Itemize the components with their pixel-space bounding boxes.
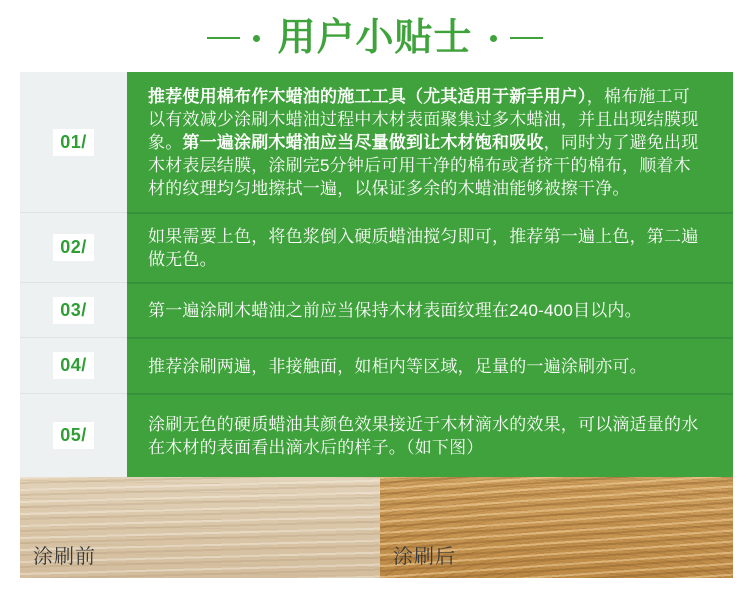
tip-number-cell bbox=[20, 72, 127, 212]
tip-number-cell bbox=[20, 337, 127, 393]
title-deco-line-left bbox=[207, 37, 240, 39]
tip-text-cell bbox=[127, 72, 733, 212]
tip-text bbox=[148, 225, 707, 271]
tip-text bbox=[148, 413, 707, 459]
title-deco-line-right bbox=[510, 37, 543, 39]
wood-image-before bbox=[20, 477, 380, 578]
tip-text bbox=[148, 299, 642, 322]
wood-label-after: 涂刷后 bbox=[393, 546, 456, 568]
tip-row bbox=[20, 282, 733, 337]
tip-number-cell bbox=[20, 393, 127, 477]
page-title-bar bbox=[0, 14, 750, 62]
tips-table bbox=[20, 72, 733, 477]
wood-label-before: 涂刷前 bbox=[33, 546, 96, 568]
tip-text bbox=[148, 355, 647, 378]
tip-text-bold-segment: 推荐使用棉布作木蜡油的施工工具（尤其适用于新手用户） bbox=[148, 86, 587, 106]
tip-text-cell bbox=[127, 393, 733, 477]
tip-text bbox=[148, 85, 707, 200]
tip-text-segment: ，棉布施工可以有效减少涂刷木蜡油过程中木材表面聚集过多木蜡油，并且出现结膜现象。 bbox=[148, 86, 699, 152]
title-deco-dot-right bbox=[490, 35, 497, 42]
page-title: 用户小贴士 bbox=[277, 17, 473, 59]
tip-text-segment: 涂刷无色的硬质蜡油其颜色效果接近于木材滴水的效果，可以滴适量的水在木材的表面看出滴水后的样子。（如下图） bbox=[148, 415, 699, 457]
tip-number-cell bbox=[20, 212, 127, 282]
tip-row bbox=[20, 393, 733, 477]
tip-number-badge: 05/ bbox=[53, 422, 94, 449]
title-deco-dot-left bbox=[253, 35, 260, 42]
tip-row bbox=[20, 212, 733, 282]
tip-text-segment: 第一遍涂刷木蜡油之前应当保持木材表面纹理在240-400目以内。 bbox=[148, 301, 642, 320]
tip-text-segment: 如果需要上色，将色浆倒入硬质蜡油搅匀即可，推荐第一遍上色，第二遍做无色。 bbox=[148, 227, 699, 269]
tip-number-badge: 04/ bbox=[53, 352, 94, 379]
tip-row bbox=[20, 72, 733, 212]
wood-image-after bbox=[380, 477, 733, 578]
tip-number-badge: 01/ bbox=[53, 129, 94, 156]
tip-number-badge: 02/ bbox=[53, 234, 94, 261]
tip-number-badge: 03/ bbox=[53, 297, 94, 324]
tip-text-cell bbox=[127, 282, 733, 337]
wood-comparison bbox=[20, 477, 733, 578]
tip-number-cell bbox=[20, 282, 127, 337]
tip-text-segment: ，同时为了避免出现木材表层结膜，涂刷完5分钟后可用干净的棉布或者挤干的棉布，顺着木材的纹理均匀地擦拭一遍，以保证多余的木蜡油能够被擦干净。 bbox=[148, 132, 699, 198]
tip-text-cell bbox=[127, 337, 733, 393]
tip-text-cell bbox=[127, 212, 733, 282]
tip-row bbox=[20, 337, 733, 393]
tip-text-bold-segment: 第一遍涂刷木蜡油应当尽量做到让木材饱和吸收 bbox=[182, 132, 544, 152]
tip-text-segment: 推荐涂刷两遍，非接触面，如柜内等区域，足量的一遍涂刷亦可。 bbox=[148, 356, 647, 376]
